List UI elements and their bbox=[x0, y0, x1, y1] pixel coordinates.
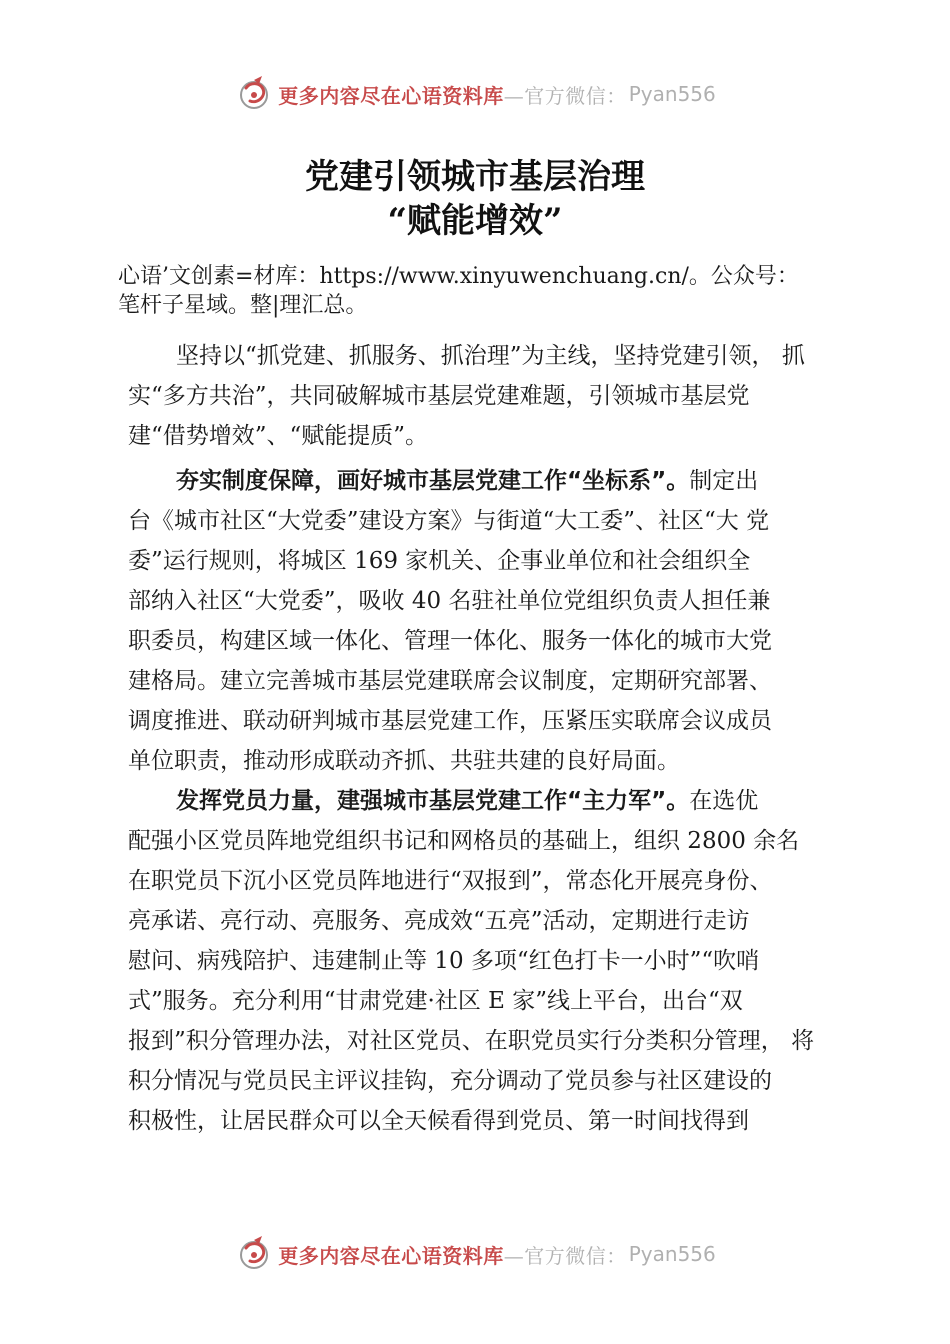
section2-first-line-rest: 在选优 bbox=[689, 788, 759, 814]
text-line: 调度推进、联动研判城市基层党建工作，压紧压实联席会议成员 bbox=[128, 708, 772, 734]
text-line: 建格局。建立完善城市基层党建联席会议制度，定期研究部署、 bbox=[128, 668, 772, 694]
text-line: 台《城市社区“大党委”建设方案》与街道“大工委”、社区“大 党 bbox=[128, 508, 770, 534]
section2-heading: 发挥党员力量，建强城市基层党建工作“主力军”。 bbox=[176, 788, 690, 814]
section1-paragraph bbox=[128, 461, 828, 781]
banner-wechat-id: Pyan556 bbox=[628, 82, 716, 106]
xinyu-logo-icon bbox=[234, 1234, 274, 1274]
header-banner bbox=[0, 72, 950, 116]
source-note bbox=[118, 262, 848, 320]
banner-separator: —官方微信： bbox=[503, 1243, 627, 1268]
text-line: 慰问、病残陪护、违建制止等 10 多项“红色打卡一小时”“吹哨 bbox=[128, 948, 760, 974]
text-line: 委”运行规则，将城区 169 家机关、企事业单位和社会组织全 bbox=[128, 548, 751, 574]
section1-first-line-rest: 制定出 bbox=[689, 468, 759, 494]
text-line: 职委员，构建区域一体化、管理一体化、服务一体化的城市大党 bbox=[128, 628, 772, 654]
text-line: 积极性，让居民群众可以全天候看得到党员、第一时间找得到 bbox=[128, 1108, 749, 1134]
intro-paragraph bbox=[128, 336, 828, 456]
text-line: 亮承诺、亮行动、亮服务、亮成效“五亮”活动，定期进行走访 bbox=[128, 908, 750, 934]
text-line: 积分情况与党员民主评议挂钩，充分调动了党员参与社区建设的 bbox=[128, 1068, 772, 1094]
banner-separator: —官方微信： bbox=[503, 83, 627, 108]
text-line: 建“借势增效”、“赋能提质”。 bbox=[128, 423, 429, 449]
banner-wechat-id: Pyan556 bbox=[628, 1242, 716, 1266]
text-line: 在职党员下沉小区党员阵地进行“双报到”，常态化开展亮身份、 bbox=[128, 868, 773, 894]
text-line: 实“多方共治”，共同破解城市基层党建难题，引领城市基层党 bbox=[128, 383, 750, 409]
page-title: 党建引领城市基层治理 bbox=[305, 157, 645, 197]
section2-paragraph bbox=[128, 781, 828, 1141]
section1-heading: 夯实制度保障，画好城市基层党建工作“坐标系”。 bbox=[176, 468, 690, 494]
text-line: 单位职责，推动形成联动齐抓、共驻共建的良好局面。 bbox=[128, 748, 680, 774]
text-line: 报到”积分管理办法，对社区党员、在职党员实行分类积分管理， 将 bbox=[128, 1028, 815, 1054]
page-subtitle: “赋能增效” bbox=[387, 201, 563, 241]
footer-banner bbox=[0, 1232, 950, 1276]
source-note-line: 笔杆子星域。整|理汇总。 bbox=[118, 293, 368, 318]
banner-text: 更多内容尽在心语资料库 bbox=[278, 1243, 504, 1268]
text-line: 部纳入社区“大党委”，吸收 40 名驻社单位党组织负责人担任兼 bbox=[128, 588, 771, 614]
text-line: 式”服务。充分利用“甘肃党建·社区 E 家”线上平台，出台“双 bbox=[128, 988, 743, 1014]
source-note-line: 心语’文创素=材库：https://www.xinyuwenchuang.cn/。公众号： bbox=[118, 264, 799, 289]
xinyu-logo-icon bbox=[234, 74, 274, 114]
text-line: 配强小区党员阵地党组织书记和网格员的基础上，组织 2800 余名 bbox=[128, 828, 800, 854]
section1-first-line bbox=[128, 461, 828, 501]
text-line: 坚持以“抓党建、抓服务、抓治理”为主线，坚持党建引领， 抓 bbox=[176, 343, 805, 369]
section2-first-line bbox=[128, 781, 828, 821]
banner-text: 更多内容尽在心语资料库 bbox=[278, 83, 504, 108]
